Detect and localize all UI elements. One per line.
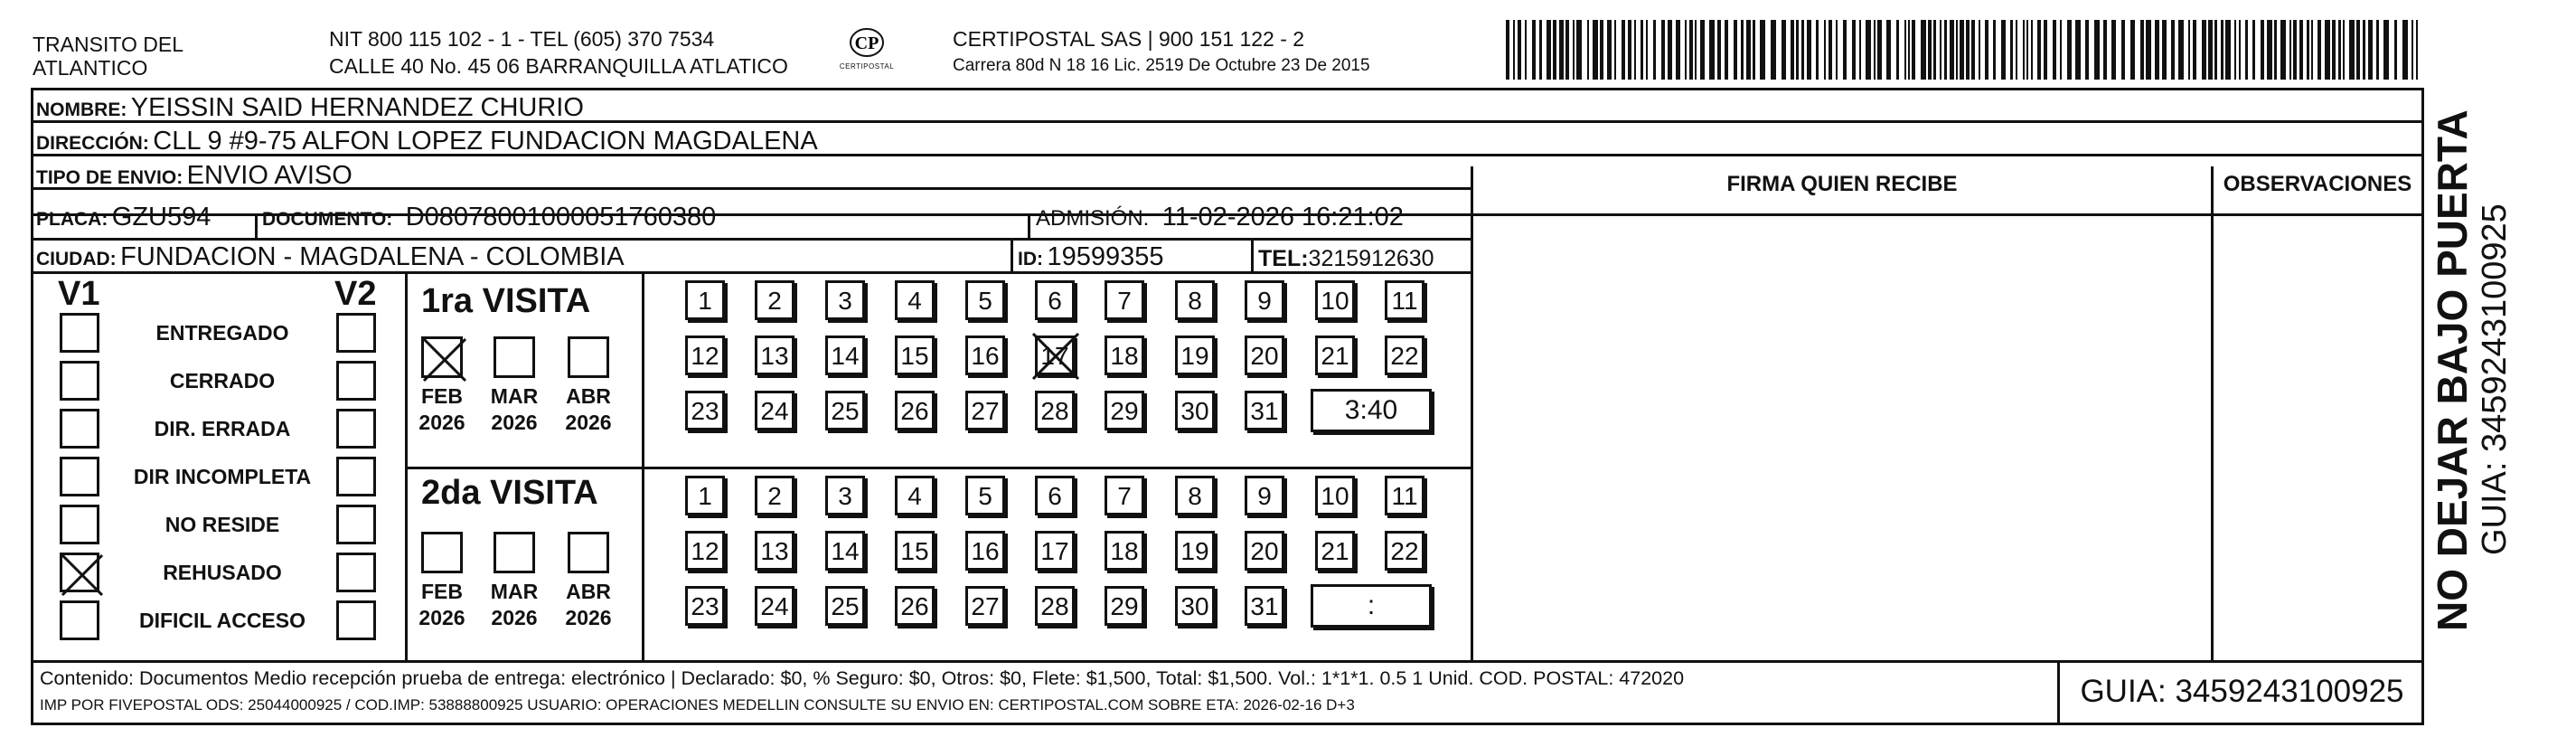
barcode-bar (1874, 20, 1876, 80)
barcode-bar (1912, 20, 1915, 80)
barcode-bar (1908, 20, 1910, 80)
barcode-bar (2293, 20, 2297, 80)
barcode-bar (2317, 20, 2321, 80)
barcode-bar (2010, 20, 2013, 80)
barcode-bar (2214, 20, 2217, 80)
barcode-bar (1565, 20, 1569, 80)
barcode-bar (1877, 20, 1882, 80)
barcode-bar (1622, 20, 1625, 80)
visit1-day-2[interactable]: 2 (755, 280, 794, 320)
barcode-bar (1944, 20, 1947, 80)
company-name (33, 33, 183, 80)
barcode-bar (1695, 20, 1697, 80)
barcode-bar (2193, 20, 2196, 80)
barcode-bar (1993, 20, 1996, 80)
barcode-bar (2338, 20, 2341, 80)
barcode-bar (2245, 20, 2248, 80)
visit1-day-7[interactable]: 7 (1105, 280, 1144, 320)
barcode-bar (1960, 20, 1964, 80)
tipo-value: ENVIO AVISO (186, 161, 353, 190)
visit1-day-13[interactable]: 13 (755, 335, 794, 375)
placa-cell (36, 203, 211, 232)
barcode-bar (1896, 20, 1899, 80)
visit2-day-13[interactable]: 13 (755, 531, 794, 571)
barcode-bar (2044, 20, 2047, 80)
visit1-day-10[interactable]: 10 (1315, 280, 1355, 320)
visit1-day-31[interactable]: 31 (1245, 391, 1284, 430)
barcode-bar (2130, 20, 2135, 80)
visit2-day-5[interactable]: 5 (965, 476, 1005, 515)
imp-line: IMP POR FIVEPOSTAL ODS: 25044000925 / COD.IMP: 53888800925 USUARIO: OPERACIONES MEDELLIN CONSULTE SU ENVIO EN: CERTIPOSTAL.COM SOBRE ETA: 2026-02-16 D+3 (40, 696, 1355, 713)
barcode-bar (2111, 20, 2116, 80)
month-year: 2026 (418, 606, 465, 629)
barcode-bar (2121, 20, 2125, 80)
status-label: ENTREGADO (155, 321, 289, 345)
tel-value: 3215912630 (1308, 246, 1434, 271)
admision-value: 11-02-2026 16:21:02 (1161, 203, 1404, 232)
ciudad-value: FUNDACION - MAGDALENA - COLOMBIA (120, 242, 625, 271)
barcode-bar (2140, 20, 2144, 80)
visit1-day-26[interactable]: 26 (895, 391, 935, 430)
visit2-title: 2da VISITA (421, 474, 598, 512)
visit2-day-12[interactable]: 12 (685, 531, 725, 571)
barcode-bar (2349, 20, 2355, 80)
barcode-bar (1928, 20, 1932, 80)
month-name: ABR (566, 384, 611, 408)
visit1-day-20[interactable]: 20 (1245, 335, 1284, 375)
visit2-time-field[interactable]: : (1311, 584, 1432, 628)
barcode-bar (1904, 20, 1906, 80)
barcode-bar (2343, 20, 2345, 80)
visit2-day-15[interactable]: 15 (895, 531, 935, 571)
barcode-bar (2188, 20, 2190, 80)
barcode-bar (1539, 20, 1542, 80)
visit2-day-6[interactable]: 6 (1035, 476, 1075, 515)
visit2-day-21[interactable]: 21 (1315, 531, 1355, 571)
contenido-line: Contenido: Documentos Medio recepción prueba de entrega: electrónico | Declarado: $0, % Seguro: $0, Otros: $0, Flete: $1,500, Total: $1,500. Vol.: 1*1*1. 0.5 1 Unid. COD. POSTAL: 472020 (40, 667, 1685, 689)
visit1-month-checkbox-3[interactable] (568, 336, 609, 378)
admision-cell (1036, 203, 1404, 232)
barcode-bar (1741, 20, 1744, 80)
barcode-bar (1553, 20, 1556, 80)
nombre-value: YEISSIN SAID HERNANDEZ CHURIO (130, 93, 584, 122)
barcode-bar (2402, 20, 2408, 80)
barcode-bar (2252, 20, 2255, 80)
id-value: 19599355 (1047, 242, 1164, 271)
barcode-bar (1771, 20, 1776, 80)
barcode-bar (1824, 20, 1826, 80)
ciudad-label: CIUDAD: (36, 249, 117, 269)
barcode-bar (1852, 20, 1856, 80)
status-label: DIR. ERRADA (154, 417, 291, 440)
barcode-bar (2311, 20, 2313, 80)
barcode-bar (1782, 20, 1786, 80)
barcode-bar (2274, 20, 2277, 80)
visit1-day-22[interactable]: 22 (1385, 335, 1424, 375)
visit1-day-1[interactable]: 1 (685, 280, 725, 320)
barcode-bar (2234, 20, 2236, 80)
barcode-bar (2001, 20, 2006, 80)
visit2-day-17[interactable]: 17 (1035, 531, 1075, 571)
visit1-month-label (410, 383, 474, 436)
visit1-day-5[interactable]: 5 (965, 280, 1005, 320)
month-name: FEB (421, 580, 463, 603)
barcode-bar (2075, 20, 2081, 80)
barcode-bar (1573, 20, 1575, 80)
barcode-bar (1641, 20, 1643, 80)
direccion-label: DIRECCIÓN: (36, 133, 149, 154)
barcode-bar (1709, 20, 1715, 80)
visit1-day-17[interactable]: 17 (1035, 335, 1075, 375)
barcode-bar (2325, 20, 2330, 80)
barcode-bar (1753, 20, 1755, 80)
barcode-bar (1600, 20, 1603, 80)
barcode-bar (1725, 20, 1728, 80)
barcode-bar (1628, 20, 1631, 80)
barcode-bar (2225, 20, 2231, 80)
barcode-bar (2356, 20, 2360, 80)
barcode-bar (1689, 20, 1693, 80)
barcode-bar (1525, 20, 1527, 80)
visit2-day-23[interactable]: 23 (685, 586, 725, 626)
svg-text:CP: CP (854, 33, 879, 53)
barcode-bar (2299, 20, 2303, 80)
visit1-day-27[interactable]: 27 (965, 391, 1005, 430)
barcode-bar (1532, 20, 1536, 80)
barcode-bar (1979, 20, 1980, 80)
license-line: Carrera 80d N 18 16 Lic. 2519 De Octubre 23 De 2015 (953, 56, 1370, 75)
barcode-bar (1886, 20, 1891, 80)
documento-label: DOCUMENTO: (262, 209, 393, 230)
barcode-bar (1866, 20, 1871, 80)
side-warning: NO DEJAR BAJO PUERTA (2429, 109, 2476, 631)
barcode (1506, 20, 2428, 80)
nombre-label: NOMBRE: (36, 99, 127, 120)
barcode-bar (1760, 20, 1765, 80)
barcode-bar (2103, 20, 2107, 80)
visit1-month-checkbox-2[interactable] (494, 336, 535, 378)
visit1-day-29[interactable]: 29 (1105, 391, 1144, 430)
barcode-bar (2411, 20, 2413, 80)
check-mark-icon (420, 335, 469, 384)
barcode-bar (1559, 20, 1564, 80)
barcode-bar (2171, 20, 2175, 80)
barcode-bar (1593, 20, 1598, 80)
barcode-bar (1646, 20, 1648, 80)
visit1-day-17-check-icon (1029, 330, 1082, 383)
visit2-day-27[interactable]: 27 (965, 586, 1005, 626)
v2-header: V2 (334, 275, 377, 313)
status-label: DIFICIL ACCESO (138, 609, 306, 632)
visit1-day-24[interactable]: 24 (755, 391, 794, 430)
barcode-bar (1587, 20, 1589, 80)
v2-checkbox-2[interactable] (336, 361, 376, 401)
barcode-bar (1801, 20, 1804, 80)
visit2-day-8[interactable]: 8 (1175, 476, 1215, 515)
barcode-bar (2037, 20, 2041, 80)
visit2-day-30[interactable]: 30 (1175, 586, 1215, 626)
barcode-bar (1506, 20, 1509, 80)
visit2-day-7[interactable]: 7 (1105, 476, 1144, 515)
barcode-bar (2202, 20, 2206, 80)
side-guia: GUIA: 3459243100925 (2476, 203, 2514, 555)
visit1-month-label (557, 383, 620, 436)
id-cell (1018, 242, 1163, 272)
month-name: MAR (490, 384, 539, 408)
visit1-day-30[interactable]: 30 (1175, 391, 1215, 430)
month-name: FEB (421, 384, 463, 408)
barcode-bar (1513, 20, 1515, 80)
visit2-month-checkbox-1[interactable] (421, 532, 463, 573)
visit2-month-checkbox-2[interactable] (494, 532, 535, 573)
documento-value: D08078001000051760380 (405, 203, 717, 232)
v2-checkbox-7[interactable] (336, 600, 376, 640)
visit2-month-label (483, 579, 546, 631)
visit2-day-25[interactable]: 25 (825, 586, 865, 626)
visit2-day-16[interactable]: 16 (965, 531, 1005, 571)
month-year: 2026 (491, 411, 538, 434)
visit1-day-4[interactable]: 4 (895, 280, 935, 320)
barcode-bar (1829, 20, 1832, 80)
v2-checkbox-4[interactable] (336, 457, 376, 496)
logo-text: CERTIPOSTAL (839, 62, 895, 71)
visit1-day-23[interactable]: 23 (685, 391, 725, 430)
ciudad-cell (36, 242, 625, 272)
barcode-bar (1796, 20, 1799, 80)
barcode-bar (2053, 20, 2056, 80)
visit2-day-26[interactable]: 26 (895, 586, 935, 626)
visit1-month-checkbox-1[interactable] (421, 336, 463, 378)
barcode-bar (1518, 20, 1521, 80)
visit2-day-10[interactable]: 10 (1315, 476, 1355, 515)
status-label: REHUSADO (163, 561, 282, 584)
tipo-label: TIPO DE ENVIO: (36, 167, 183, 188)
barcode-bar (1966, 20, 1970, 80)
barcode-bar (1807, 20, 1811, 80)
visit1-day-14[interactable]: 14 (825, 335, 865, 375)
visit1-month-label (483, 383, 546, 436)
visit2-day-11[interactable]: 11 (1385, 476, 1424, 515)
barcode-bar (1956, 20, 1958, 80)
tel-label: TEL: (1258, 246, 1309, 271)
v2-checkbox-5[interactable] (336, 505, 376, 544)
barcode-bar (1816, 20, 1819, 80)
month-year: 2026 (418, 411, 465, 434)
visit1-day-16[interactable]: 16 (965, 335, 1005, 375)
nit-line: NIT 800 115 102 - 1 - TEL (605) 370 7534 (329, 27, 715, 51)
barcode-bar (1700, 20, 1705, 80)
visit2-day-14[interactable]: 14 (825, 531, 865, 571)
visit1-day-15[interactable]: 15 (895, 335, 935, 375)
company-contact (329, 27, 788, 78)
direccion-value: CLL 9 #9-75 ALFON LOPEZ FUNDACION MAGDALENA (153, 127, 818, 156)
visit2-day-22[interactable]: 22 (1385, 531, 1424, 571)
documento-cell (262, 203, 716, 232)
visit1-day-18[interactable]: 18 (1105, 335, 1144, 375)
address-line: CALLE 40 No. 45 06 BARRANQUILLA ATLATICO (329, 54, 788, 78)
visit1-day-6[interactable]: 6 (1035, 280, 1075, 320)
observaciones-header: OBSERVACIONES (2223, 172, 2412, 196)
barcode-bar (1971, 20, 1975, 80)
barcode-bar (2221, 20, 2223, 80)
visit1-day-8[interactable]: 8 (1175, 280, 1215, 320)
barcode-bar (2267, 20, 2272, 80)
barcode-bar (2376, 20, 2379, 80)
status-label: DIR INCOMPLETA (133, 465, 312, 488)
barcode-bar (2239, 20, 2241, 80)
month-name: ABR (566, 580, 611, 603)
barcode-bar (2023, 20, 2025, 80)
barcode-bar (1661, 20, 1665, 80)
barcode-bar (2383, 20, 2389, 80)
visit2-day-19[interactable]: 19 (1175, 531, 1215, 571)
barcode-bar (1921, 20, 1926, 80)
id-label: ID: (1018, 249, 1043, 269)
barcode-bar (2261, 20, 2264, 80)
courier-logo (836, 27, 898, 71)
barcode-bar (1685, 20, 1687, 80)
tel-cell (1258, 246, 1434, 272)
barcode-bar (1576, 20, 1582, 80)
month-name: MAR (490, 580, 539, 603)
placa-label: PLACA: (36, 209, 108, 230)
barcode-bar (1791, 20, 1794, 80)
barcode-bar (1547, 20, 1551, 80)
visit2-day-1[interactable]: 1 (685, 476, 725, 515)
visit2-day-9[interactable]: 9 (1245, 476, 1284, 515)
barcode-bar (1653, 20, 1656, 80)
visit1-day-12[interactable]: 12 (685, 335, 725, 375)
nombre-row (36, 93, 584, 123)
barcode-bar (1859, 20, 1861, 80)
month-year: 2026 (565, 411, 612, 434)
barcode-bar (2307, 20, 2309, 80)
courier-info (953, 27, 1370, 76)
barcode-bar (1985, 20, 1988, 80)
barcode-bar (2026, 20, 2028, 80)
visit2-month-checkbox-3[interactable] (568, 532, 609, 573)
barcode-bar (2060, 20, 2062, 80)
barcode-bar (2085, 20, 2089, 80)
visit2-day-18[interactable]: 18 (1105, 531, 1144, 571)
placa-value: GZU594 (111, 203, 212, 232)
visit1-day-21[interactable]: 21 (1315, 335, 1355, 375)
visit2-month-label (557, 579, 620, 631)
visit1-day-25[interactable]: 25 (825, 391, 865, 430)
visit1-day-19[interactable]: 19 (1175, 335, 1215, 375)
visit2-month-label (410, 579, 474, 631)
company-line-1: TRANSITO DEL (33, 33, 183, 56)
visit1-title: 1ra VISITA (421, 282, 591, 320)
barcode-bar (1607, 20, 1612, 80)
barcode-bar (2162, 20, 2167, 80)
status-label: CERRADO (169, 369, 276, 392)
barcode-bar (2416, 20, 2418, 80)
barcode-bar (2146, 20, 2151, 80)
barcode-bar (2368, 20, 2373, 80)
guia-footer: GUIA: 3459243100925 (2080, 674, 2404, 709)
v2-checkbox-1[interactable] (336, 313, 376, 353)
visit2-day-28[interactable]: 28 (1035, 586, 1075, 626)
barcode-bar (2280, 20, 2286, 80)
barcode-bar (2208, 20, 2213, 80)
barcode-bar (2289, 20, 2291, 80)
firma-header: FIRMA QUIEN RECIBE (1726, 172, 1958, 196)
barcode-bar (2094, 20, 2100, 80)
visit2-day-31[interactable]: 31 (1245, 586, 1284, 626)
visit1-time-field[interactable]: 3:40 (1311, 389, 1432, 432)
barcode-bar (1668, 20, 1672, 80)
barcode-bar (2067, 20, 2072, 80)
company-line-2: ATLANTICO (33, 56, 148, 80)
tipo-row (36, 161, 353, 191)
v1-header: V1 (58, 275, 100, 313)
visit1-day-9[interactable]: 9 (1245, 280, 1284, 320)
visit2-day-2[interactable]: 2 (755, 476, 794, 515)
barcode-bar (1614, 20, 1616, 80)
barcode-bar (1950, 20, 1954, 80)
barcode-bar (2394, 20, 2397, 80)
barcode-bar (1843, 20, 1847, 80)
barcode-bar (1734, 20, 1737, 80)
barcode-bar (2178, 20, 2184, 80)
visit1-day-3[interactable]: 3 (825, 280, 865, 320)
barcode-bar (1746, 20, 1751, 80)
visit2-day-20[interactable]: 20 (1245, 531, 1284, 571)
v2-checkbox-6[interactable] (336, 553, 376, 592)
courier-line: CERTIPOSTAL SAS | 900 151 122 - 2 (953, 27, 1305, 51)
admision-label: ADMISIÓN: (1036, 206, 1150, 231)
barcode-bar (2332, 20, 2336, 80)
visit2-day-24[interactable]: 24 (755, 586, 794, 626)
barcode-bar (2155, 20, 2159, 80)
barcode-bar (2031, 20, 2033, 80)
month-year: 2026 (491, 606, 538, 629)
visit2-day-3[interactable]: 3 (825, 476, 865, 515)
v2-checkbox-3[interactable] (336, 409, 376, 449)
visit1-day-28[interactable]: 28 (1035, 391, 1075, 430)
status-label: NO RESIDE (165, 513, 280, 536)
barcode-bar (1940, 20, 1941, 80)
visit1-day-11[interactable]: 11 (1385, 280, 1424, 320)
barcode-bar (1676, 20, 1680, 80)
courier-logo-icon (849, 27, 885, 58)
barcode-bar (1836, 20, 1838, 80)
month-year: 2026 (565, 606, 612, 629)
direccion-row (36, 127, 818, 156)
barcode-bar (2363, 20, 2365, 80)
barcode-bar (2016, 20, 2017, 80)
barcode-bar (1634, 20, 1636, 80)
barcode-bar (1933, 20, 1936, 80)
barcode-bar (1717, 20, 1721, 80)
visit2-day-4[interactable]: 4 (895, 476, 935, 515)
visit2-day-29[interactable]: 29 (1105, 586, 1144, 626)
